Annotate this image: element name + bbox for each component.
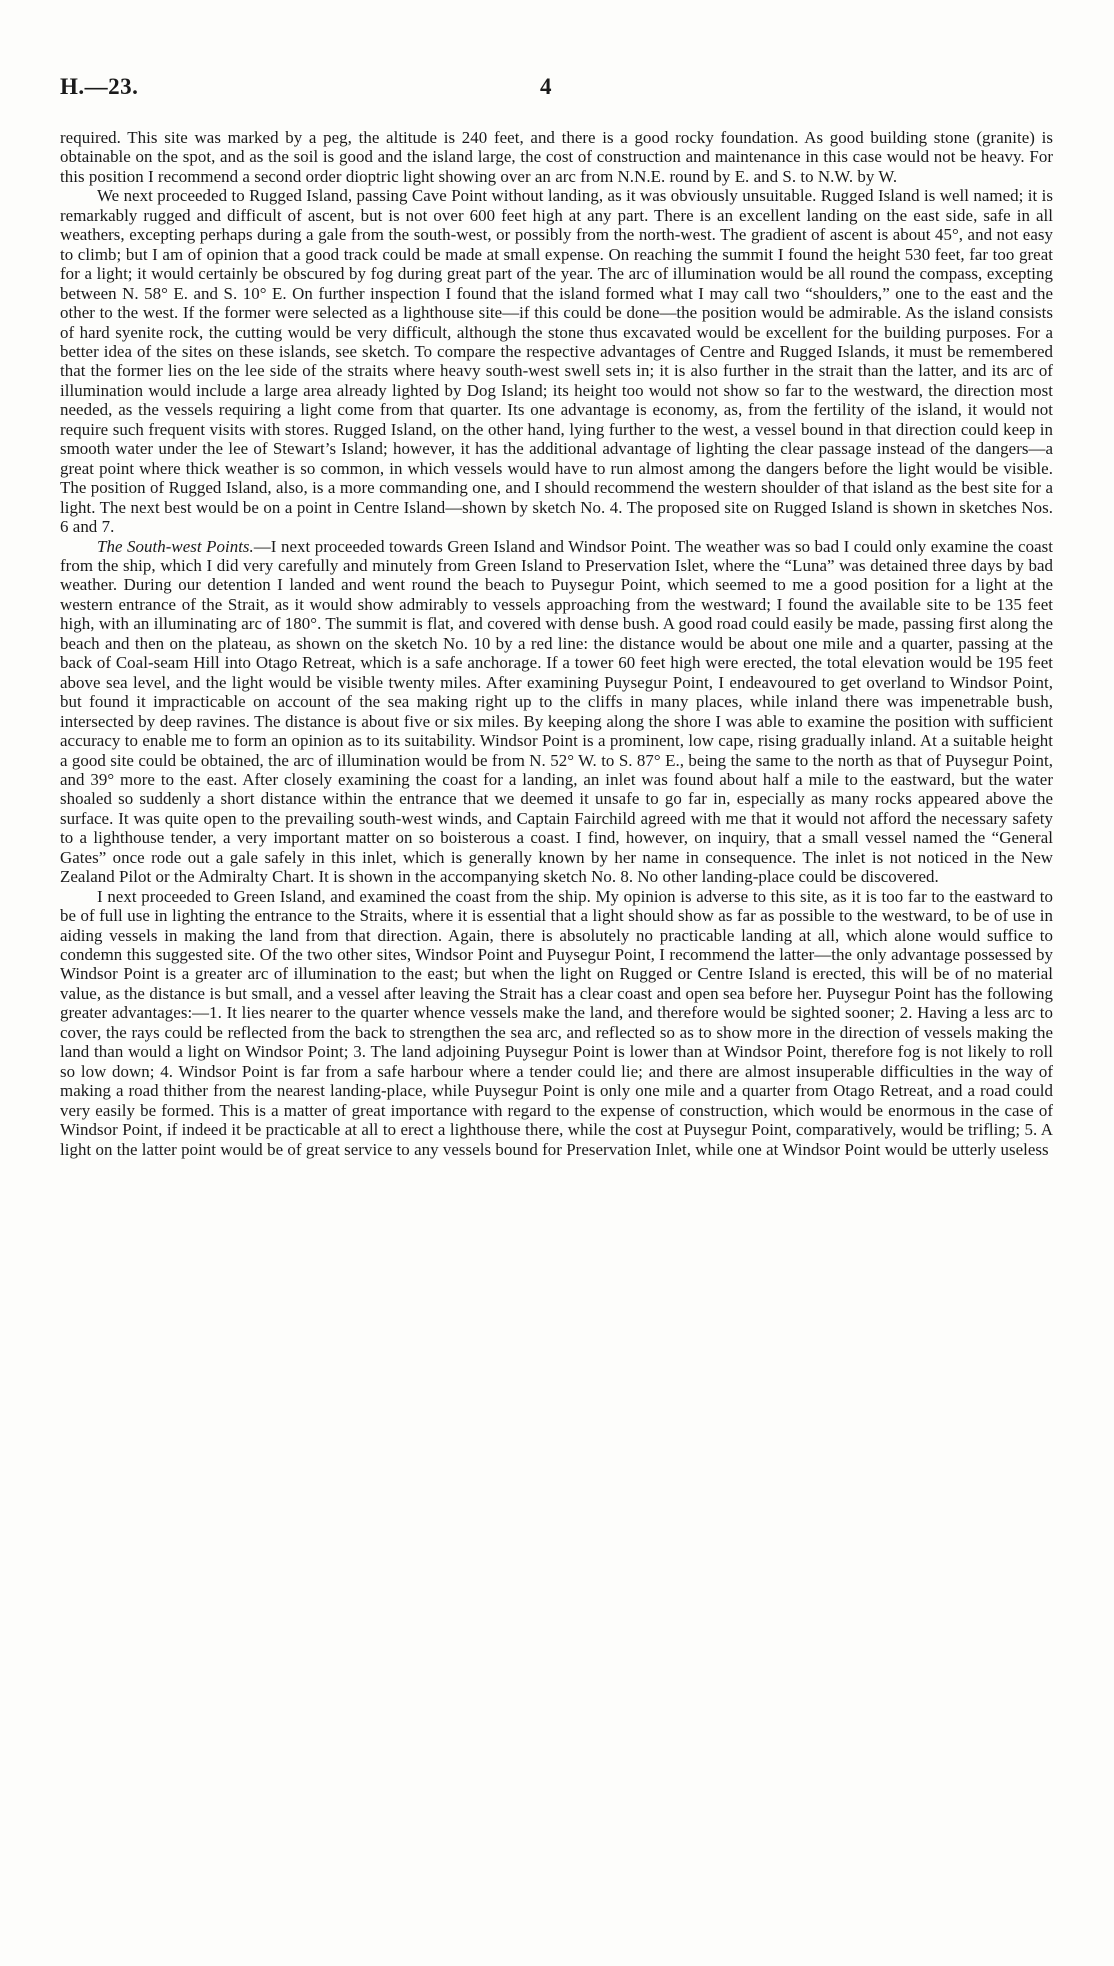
- document-reference: H.—23.: [60, 74, 139, 99]
- section-heading: The South-west Points.: [97, 536, 254, 556]
- paragraph-3-text: —I next proceeded towards Green Island and Windsor Point. The weather was so bad I could only examine the coast from the ship, which I did very carefully and minutely from Green Island to Preservation Islet, where the “Luna” was detained three days by bad weather. During our detention I landed and went round the beach to Puysegur Point, which seemed to me a good position for a light at the western entrance of the Strait, as it would show admirably to vessels approaching from the westward; I found the available site to be 135 feet high, with an illuminating arc of 180°. The summit is flat, and covered with dense bush. A good road could easily be made, passing first along the beach and then on the plateau, as shown on the sketch No. 10 by a red line: the distance would be about one mile and a quarter, passing at the back of Coal-seam Hill into Otago Retreat, which is a safe anchorage. If a tower 60 feet high were erected, the total elevation would be 195 feet above sea level, and the light would be visible twenty miles. After examining Puysegur Point, I endeavoured to get overland to Windsor Point, but found it impracticable on account of the sea making right up to the cliffs in many places, while inland there was impenetrable bush, intersected by deep ravines. The distance is about five or six miles. By keeping along the shore I was able to examine the position with sufficient accuracy to enable me to form an opinion as to its suitability. Windsor Point is a prominent, low cape, rising gradually inland. At a suitable height a good site could be obtained, the arc of illumination would be from N. 52° W. to S. 87° E., being the same to the north as that of Puysegur Point, and 39° more to the east. After closely examining the coast for a landing, an inlet was found about half a mile to the eastward, but the water shoaled so suddenly a short distance within the entrance that we deemed it unsafe to go far in, especially as many rocks appeared above the surface. It was quite open to the prevailing south-west winds, and Captain Fairchild agreed with me that it would not afford the necessary safety to a lighthouse tender, a very important matter on so boisterous a coast. I find, however, on inquiry, that a small vessel named the “General Gates” once rode out a gale safely in this inlet, which is generally known by her name in consequence. The inlet is not noticed in the New Zealand Pilot or the Admiralty Chart. It is shown in the accompanying sketch No. 8. No other landing-place could be discovered.: [60, 536, 1054, 887]
- page-header: [60, 74, 1060, 104]
- paragraph-3: [60, 537, 1053, 887]
- paragraph-4: I next proceeded to Green Island, and examined the coast from the ship. My opinion is adverse to this site, as it is too far to the eastward to be of full use in lighting the entrance to the Straits, where it is essential that a light should show as far as possible to the westward, to be of use in aiding vessels in making the land from that direction. Again, there is absolutely no practicable landing at all, which alone would suffice to condemn this suggested site. Of the two other sites, Windsor Point and Puysegur Point, I recommend the latter—the only advantage possessed by Windsor Point is a greater arc of illumination to the east; but when the light on Rugged or Centre Island is erected, this will be of no material value, as the distance is but small, and a vessel after leaving the Strait has a clear coast and open sea before her. Puysegur Point has the following greater advantages:—1. It lies nearer to the quarter whence vessels make the land, and therefore would be sighted sooner; 2. Having a less arc to cover, the rays could be reflected from the back to strengthen the sea arc, and reflected so as to show more in the direction of vessels making the land than would a light on Windsor Point; 3. The land adjoining Puysegur Point is lower than at Windsor Point, therefore fog is not likely to roll so low down; 4. Windsor Point is far from a safe harbour where a tender could lie; and there are almost insuperable difficulties in the way of making a road thither from the nearest landing-place, while Puysegur Point is only one mile and a quarter from Otago Retreat, and a road could very easily be formed. This is a matter of great importance with regard to the expense of construction, which would be enormous in the case of Windsor Point, if indeed it be practicable at all to erect a lighthouse there, while the cost at Puysegur Point, comparatively, would be trifling; 5. A light on the latter point would be of great service to any vessels bound for Preservation Inlet, while one at Windsor Point would be utterly useless: [60, 886, 1053, 1159]
- page-number: 4: [540, 74, 552, 99]
- paragraph-2: We next proceeded to Rugged Island, passing Cave Point without landing, as it was obviously unsuitable. Rugged Island is well named; it is remarkably rugged and difficult of ascent, but is not over 600 feet high at any part. There is an excellent landing on the east side, safe in all weathers, excepting perhaps during a gale from the south-west, or possibly from the north-west. The gradient of ascent is about 45°, and not easy to climb; but I am of opinion that a good track could be made at small expense. On reaching the summit I found the height 530 feet, far too great for a light; it would certainly be obscured by fog during great part of the year. The arc of illumination would be all round the compass, excepting between N. 58° E. and S. 10° E. On further inspection I found that the island formed what I may call two “shoulders,” one to the east and the other to the west. If the former were selected as a lighthouse site—if this could be done—the position would be admirable. As the island consists of hard syenite rock, the cutting would be very difficult, although the stone thus excavated would be excellent for the building purposes. For a better idea of the sites on these islands, see sketch. To compare the respective advantages of Centre and Rugged Islands, it must be remembered that the former lies on the lee side of the straits where heavy south-west swell sets in; it is also further in the strait than the latter, and its arc of illumination would include a large area already lighted by Dog Island; its height too would not show so far to the westward, the direction most needed, as the vessels requiring a light come from that quarter. Its one advantage is economy, as, from the fertility of the island, it would not require such frequent visits with stores. Rugged Island, on the other hand, lying further to the west, a vessel bound in that direction could keep in smooth water under the lee of Stewart’s Island; however, it has the additional advantage of lighting the clear passage instead of the dangers—a great point where thick weather is so common, in which vessels would have to run almost among the dangers before the light would be visible. The position of Rugged Island, also, is a more commanding one, and I should recommend the western shoulder of that island as the best site for a light. The next best would be on a point in Centre Island—shown by sketch No. 4. The proposed site on Rugged Island is shown in sketches Nos. 6 and 7.: [60, 186, 1053, 537]
- paragraph-1: required. This site was marked by a peg, the altitude is 240 feet, and there is a good rocky foundation. As good building stone (granite) is obtainable on the spot, and as the soil is good and the island large, the cost of construction and maintenance in this case would not be heavy. For this position I recommend a second order dioptric light showing over an arc from N.N.E. round by E. and S. to N.W. by W.: [60, 128, 1053, 186]
- body-text: [60, 128, 1053, 1159]
